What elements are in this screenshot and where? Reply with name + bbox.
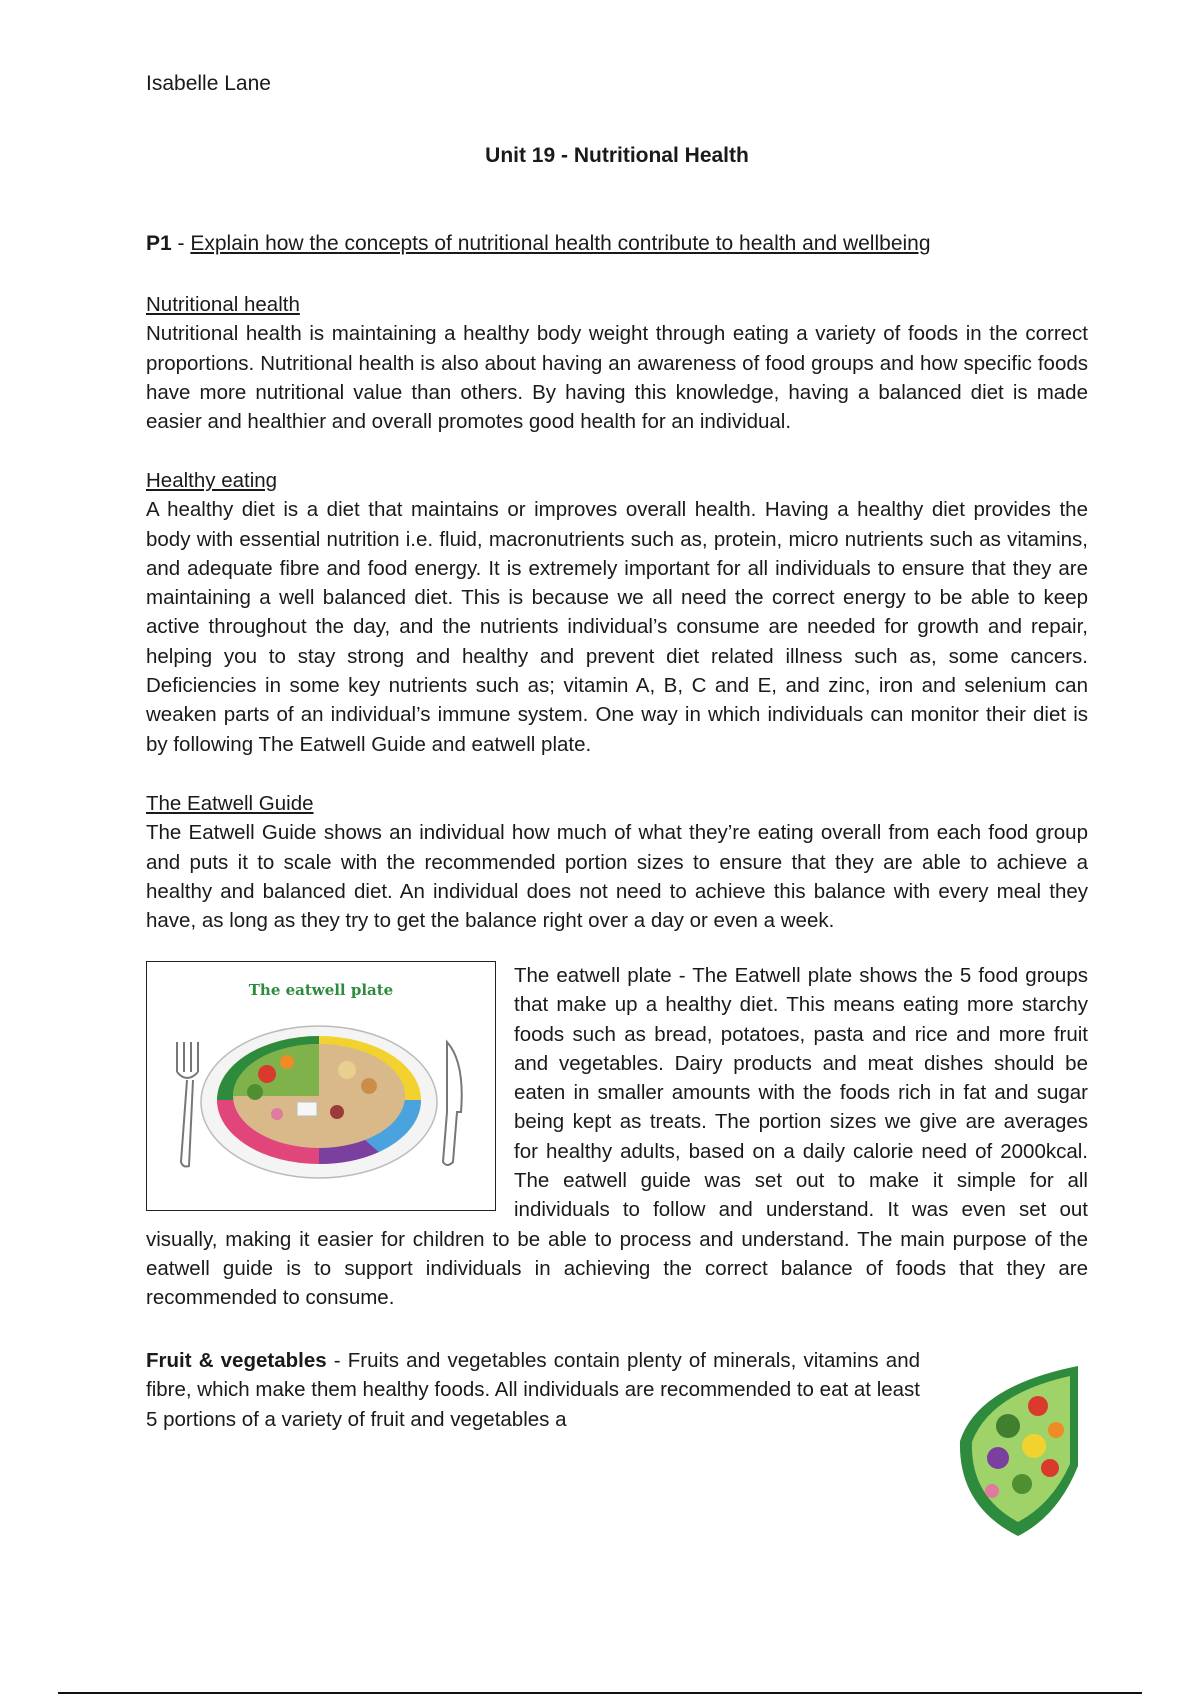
page-bottom-divider bbox=[58, 1692, 1142, 1694]
eatwell-plate-block bbox=[146, 961, 1088, 1313]
task-heading bbox=[146, 232, 931, 256]
figure-title: The eatwell plate bbox=[248, 981, 394, 999]
section-heading: Nutritional health bbox=[146, 293, 300, 316]
section-eatwell-guide bbox=[146, 789, 1088, 935]
section-body: The Eatwell Guide shows an individual how much of what they’re eating overall from each food group and puts it to scale with the recommended portion sizes to ensure that they are able to achieve a healthy and balanced diet. An individual does not need to achieve this balance with every meal they have, as long as they try to get the balance right over a day or even a week. bbox=[146, 821, 1088, 933]
fruit-veg-separator: - bbox=[326, 1349, 348, 1372]
eatwell-plate-text: The eatwell plate - The Eatwell plate shows the 5 food groups that make up a healthy diet. This means eating more starchy foods such as bread, potatoes, pasta and rice and more fruit and vegetables. Dairy products and meat dishes should be eaten in smaller amounts with the foods rich in fat and sugar being kept as treats. The portion sizes we give are averages for healthy adults, based on a daily calorie need of 2000kcal. The eatwell guide was set out to make it simple for all individuals to follow and understand. It was even set out visually, making it easier for children to be able to process and understand. The main purpose of the eatwell guide is to support individuals in achieving the correct balance of foods that they are recommended to consume. bbox=[146, 964, 1088, 1310]
task-description: Explain how the concepts of nutritional health contribute to health and wellbeing bbox=[190, 232, 931, 255]
eatwell-plate-image bbox=[146, 961, 496, 1211]
section-healthy-eating bbox=[146, 466, 1088, 759]
section-body: A healthy diet is a diet that maintains or improves overall health. Having a healthy diet provides the body with essential nutrition i.e. fluid, macronutrients such as, protein, micro nutrients such as vitamins, and adequate fibre and food energy. It is extremely important for all individuals to ensure that they are maintaining a well balanced diet. This is because we all need the correct energy to be able to keep active throughout the day, and the nutrients individual’s consume are needed for growth and repair, helping you to stay strong and healthy and prevent diet related illness such as, some cancers. Deficiencies in some key nutrients such as; vitamin A, B, C and E, and zinc, iron and selenium can weaken parts of an individual’s immune system. One way in which individuals can monitor their diet is by following The Eatwell Guide and eatwell plate. bbox=[146, 498, 1088, 756]
fruit-veg-body: Fruits and vegetables contain plenty of minerals, vitamins and fibre, which make them healthy foods. All individuals are recommended to eat at least 5 portions of a variety of fruit and vegetables a bbox=[146, 1349, 920, 1431]
section-heading: The Eatwell Guide bbox=[146, 792, 314, 815]
fork-icon bbox=[177, 1042, 198, 1167]
page-title: Unit 19 - Nutritional Health bbox=[485, 144, 749, 167]
author-name: Isabelle Lane bbox=[146, 72, 271, 95]
section-body: Nutritional health is maintaining a healthy body weight through eating a variety of foods in the correct proportions. Nutritional health is also about having an awareness of food groups and how specific foods have more nutritional value than others. By having this knowledge, having a balanced diet is made easier and healthier and overall promotes good health for an individual. bbox=[146, 322, 1088, 434]
fruit-veg-label: Fruit & vegetables bbox=[146, 1349, 327, 1372]
task-code: P1 bbox=[146, 232, 172, 255]
task-separator: - bbox=[171, 232, 191, 255]
section-heading: Healthy eating bbox=[146, 469, 278, 492]
fruit-veg-segment-image bbox=[938, 1346, 1088, 1546]
knife-icon bbox=[443, 1042, 462, 1165]
section-nutritional-health bbox=[146, 290, 1088, 436]
fruit-veg-block bbox=[146, 1346, 1088, 1546]
